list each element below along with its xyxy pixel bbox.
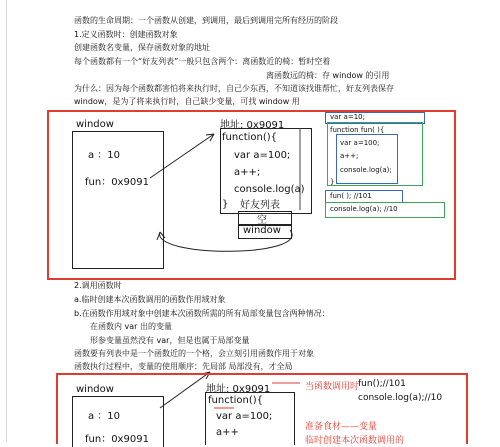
- address-label: 地址: 0x9091: [206, 384, 271, 395]
- text-line: 2.调用函数时: [74, 281, 122, 290]
- variable-a: a ：10: [88, 411, 121, 422]
- function-code-line: console.log(a): [234, 184, 305, 195]
- function-code-line: a++;: [234, 167, 261, 178]
- side-code-line: fun( ); //101: [330, 192, 372, 200]
- note-line: 临时创建本次函数调用的: [305, 436, 405, 446]
- text-line: 创建函数名变量，保存函数对象的地址: [74, 43, 210, 52]
- text-line: a.临时创建本次函数调用的函数作用域对象: [74, 295, 226, 304]
- variable-fun: fun：0x9091: [85, 177, 149, 188]
- text-line: 函数执行过程中，变量的使用顺序：先局部 局部没有，才全局: [74, 362, 293, 371]
- friends-list-label: 好友列表: [240, 200, 280, 211]
- arrow-window-ref: [160, 230, 293, 251]
- text-line: window，是为了将来执行时，自己缺少变量，可找 window 用: [74, 97, 300, 106]
- text-line: 为什么：因为每个函数都害怕将来执行时，自己少东西，不知道该找谁帮忙，好友列表保存: [74, 84, 394, 93]
- side-code-line: var a=100;: [340, 139, 380, 147]
- text-line: 形参变量虽然没有 var，但是也属于局部变量: [90, 336, 250, 345]
- function-code-line: function(){: [222, 132, 278, 143]
- text-line: 1.定义函数时：创建函数对象: [74, 30, 178, 39]
- arrow-fun-to-function: [150, 134, 214, 178]
- text-line: 函数的生命周期：一个函数从创建，到调用，最后到调用完所有经历的阶段: [74, 16, 338, 25]
- side-code-line: console.log(a); //10: [330, 205, 398, 213]
- function-code-line: function(){: [208, 395, 264, 406]
- side-code-line: console.log(a);: [340, 166, 392, 174]
- side-code-line: var a=10;: [330, 113, 365, 121]
- side-code-line: }: [330, 178, 335, 186]
- text-line: b.在函数作用域对象中创建本次函数所需的所有局部变量包含两种情况：: [74, 309, 330, 318]
- side-code-line: a++;: [340, 152, 359, 160]
- text-line: 函数要有列表中是一个函数近的一个格，会立刻引用函数作用于对象: [74, 349, 314, 358]
- window-label: window: [76, 384, 114, 395]
- empty-slot-text: 空: [257, 215, 267, 226]
- function-code-line: }: [222, 199, 229, 210]
- window-label: window: [76, 119, 114, 130]
- variable-a: a ：10: [88, 150, 121, 161]
- function-code-line: var a=100;: [234, 150, 291, 161]
- text-line: 每个函数都有一个“好友列表”一般只包含两个：离函数近的椅：暂时空着: [74, 57, 331, 66]
- variable-fun: fun：0x9091: [85, 434, 149, 445]
- function-code-line: a++: [216, 427, 239, 438]
- note-line: 准备食材——变量: [305, 422, 378, 432]
- window-reference-text: window: [243, 225, 281, 236]
- call-code-line: console.log(a);//10: [358, 393, 443, 403]
- side-code-line: function fun( ){: [330, 126, 385, 134]
- text-line: 在函数内 var 出的变量: [90, 322, 173, 331]
- function-code-line: var a=100;: [216, 411, 273, 422]
- address-label: 地址: 0x9091: [220, 120, 285, 131]
- text-line: 离函数远的椅：存 window 的引用: [266, 71, 390, 80]
- call-code-line: fun();//101: [358, 379, 406, 389]
- call-note-title: 当函数调用时: [305, 382, 360, 392]
